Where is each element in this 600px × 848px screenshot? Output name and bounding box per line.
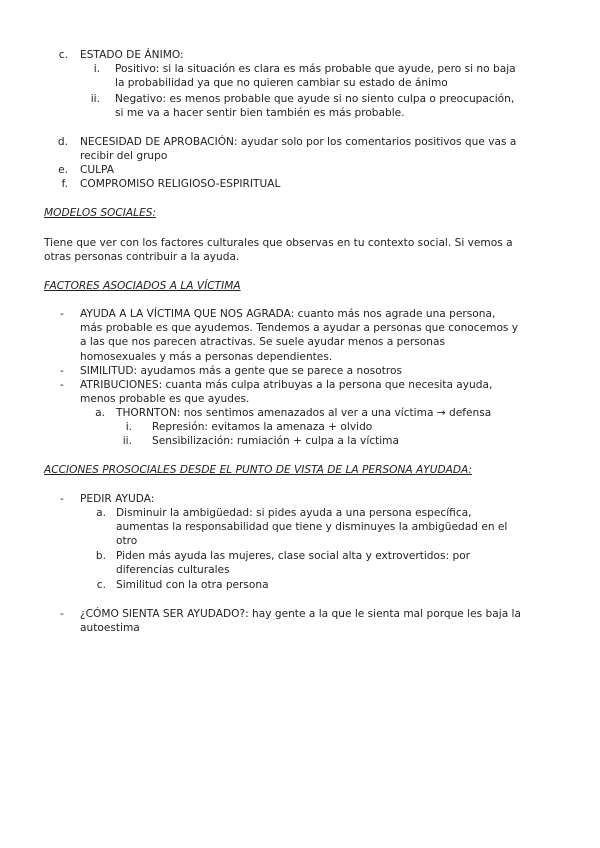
text-line: THORNTON: nos sentimos amenazados al ver a una víctima → defensa <box>116 407 492 419</box>
list-marker: e. <box>58 164 68 176</box>
bullet-dash: - <box>60 308 64 320</box>
text-line: Disminuir la ambigüedad: si pides ayuda a una persona específica, <box>116 507 472 519</box>
text-line: la probabilidad ya que no quieren cambiar su estado de ánimo <box>115 77 448 90</box>
sub-marker: a. <box>96 507 106 519</box>
list-item-label: ESTADO DE ÁNIMO: <box>80 49 184 61</box>
text-line: Represión: evitamos la amenaza + olvido <box>152 421 373 433</box>
text-line: otras personas contribuir a la ayuda. <box>44 251 240 264</box>
sub-marker: a. <box>95 407 105 419</box>
section-heading-acciones: ACCIONES PROSOCIALES DESDE EL PUNTO DE VISTA DE LA PERSONA AYUDADA: <box>44 464 473 476</box>
text-line: más probable es que ayudemos. Tendemos a ayudar a personas que conocemos y <box>80 322 519 335</box>
text-line: AYUDA A LA VÍCTIMA QUE NOS AGRADA: cuanto más nos agrade una persona, <box>80 308 496 320</box>
list-marker: c. <box>58 49 68 61</box>
section-heading-modelos-sociales: MODELOS SOCIALES: <box>44 207 157 219</box>
text-line: otro <box>116 535 138 548</box>
bullet-dash: - <box>60 365 64 377</box>
text-line: Piden más ayuda las mujeres, clase social alta y extrovertidos: por <box>116 550 471 562</box>
sub-marker: c. <box>96 579 106 591</box>
sub-marker: ii. <box>90 93 100 105</box>
sub-marker: i. <box>125 421 132 433</box>
text-line: menos probable es que ayudes. <box>80 393 250 406</box>
text-line: recibir del grupo <box>80 150 168 163</box>
text-line: Similitud con la otra persona <box>116 579 269 591</box>
paragraph-modelos-sociales <box>44 236 564 264</box>
bullet-dash: - <box>60 379 64 391</box>
text-line: ATRIBUCIONES: cuanta más culpa atribuyas a la persona que necesita ayuda, <box>80 379 493 391</box>
text-line: homosexuales y más a personas dependientes. <box>80 350 333 363</box>
text-line: SIMILITUD: ayudamos más a gente que se parece a nosotros <box>80 365 403 377</box>
text-line: Positivo: si la situación es clara es más probable que ayude, pero si no baja <box>115 63 516 75</box>
bullet-dash: - <box>60 493 64 505</box>
section-heading-factores: FACTORES ASOCIADOS A LA VÍCTIMA <box>44 280 241 292</box>
list-item-label: CULPA <box>80 164 115 176</box>
sub-marker: i. <box>93 63 100 75</box>
text-line: ¿CÓMO SIENTA SER AYUDADO?: hay gente a la que le sienta mal porque les baja la <box>80 608 521 620</box>
text-line: Tiene que ver con los factores culturales que observas en tu contexto social. Si vemos a <box>44 237 513 249</box>
sub-marker: b. <box>95 550 106 562</box>
text-line: Negativo: es menos probable que ayude si no siento culpa o preocupación, <box>115 93 515 105</box>
text-line: autoestima <box>80 622 140 635</box>
bullet-dash: - <box>60 608 64 620</box>
text-line: si me va a hacer sentir bien también es más probable. <box>115 107 405 120</box>
text-line: aumentas la responsabilidad que tiene y disminuyes la ambigüedad en el <box>116 521 508 534</box>
list-item-label: PEDIR AYUDA: <box>80 493 155 505</box>
list-marker: d. <box>57 136 68 148</box>
list-marker: f. <box>61 178 68 190</box>
text-line: NECESIDAD DE APROBACIÓN: ayudar solo por los comentarios positivos que vas a <box>80 136 517 148</box>
text-line: Sensibilización: rumiación + culpa a la víctima <box>152 435 399 447</box>
text-line: a las que nos parecen atractivas. Se suele ayudar menos a personas <box>80 336 446 349</box>
sub-marker: ii. <box>122 435 132 447</box>
list-item-label: COMPROMISO RELIGIOSO-ESPIRITUAL <box>80 178 281 190</box>
text-line: diferencias culturales <box>116 564 230 577</box>
